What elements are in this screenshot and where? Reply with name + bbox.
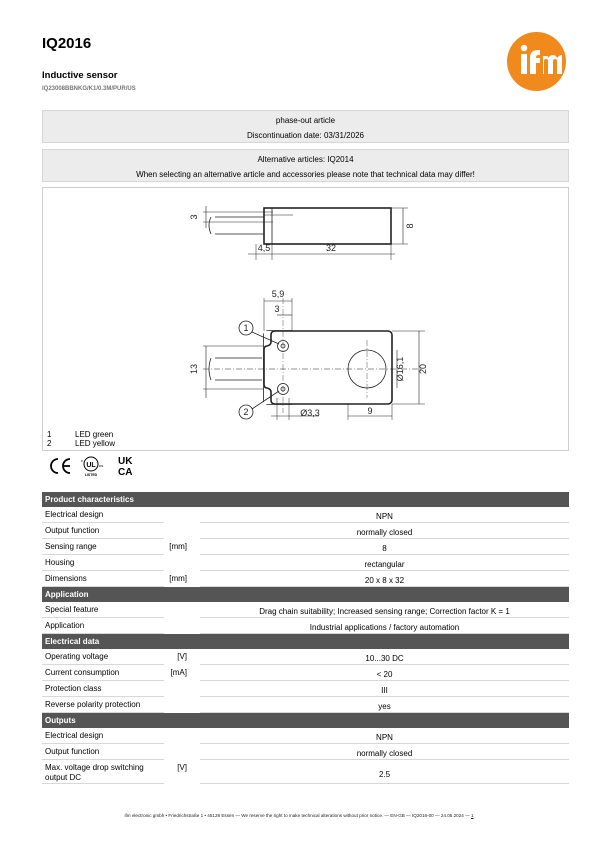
legend-item bbox=[47, 439, 115, 448]
table-row bbox=[42, 697, 569, 713]
footer-text: ifm electronic gmbh • Friedrichstraße 1 • 45128 Essen — We reserve the right to make technical alterations without prior notice. — EN-GB — IQ2016-00 — 24.05.2024 — bbox=[124, 813, 470, 818]
row-value: 20 x 8 x 32 bbox=[364, 576, 405, 585]
dim-4-5: 4,5 bbox=[257, 243, 271, 253]
section-header: Application bbox=[42, 587, 569, 602]
table-row bbox=[42, 665, 569, 681]
dim-13: 13 bbox=[189, 363, 199, 375]
row-label: Operating voltage bbox=[45, 652, 109, 661]
table-row bbox=[42, 681, 569, 697]
front-view bbox=[203, 298, 425, 420]
row-unit: [mA] bbox=[170, 668, 187, 677]
row-value: III bbox=[381, 686, 388, 695]
row-value: normally closed bbox=[356, 528, 413, 537]
row-label: Output function bbox=[45, 747, 100, 756]
ukca-mark-icon bbox=[118, 456, 133, 478]
phaseout-text: phase-out article bbox=[275, 116, 336, 125]
svg-text:c: c bbox=[81, 458, 83, 463]
callout-1: 1 bbox=[243, 323, 249, 333]
row-unit: [V] bbox=[177, 763, 187, 772]
footer-page-link[interactable]: 1 bbox=[471, 813, 474, 818]
svg-text:UK: UK bbox=[118, 456, 133, 467]
phaseout-notice bbox=[42, 110, 569, 143]
row-label: Sensing range bbox=[45, 542, 97, 551]
table-row bbox=[42, 539, 569, 555]
row-label: Housing bbox=[45, 558, 75, 567]
legend-text: LED green bbox=[75, 430, 114, 439]
row-label: Application bbox=[45, 621, 85, 630]
logo-text: ifm bbox=[536, 86, 538, 87]
dim-20: 20 bbox=[418, 363, 428, 375]
dim-16-1: Ø16,1 bbox=[395, 356, 405, 382]
section-header: Electrical data bbox=[42, 634, 569, 649]
page-footer bbox=[0, 813, 598, 818]
svg-text:LISTED: LISTED bbox=[84, 473, 98, 477]
row-value: < 20 bbox=[376, 670, 393, 679]
dim-8: 8 bbox=[405, 223, 415, 229]
dim-3-front: 3 bbox=[274, 304, 280, 314]
legend-text: LED yellow bbox=[75, 439, 116, 448]
ul-listed-icon bbox=[81, 457, 103, 477]
dim-32: 32 bbox=[325, 243, 337, 253]
table-row bbox=[42, 523, 569, 539]
row-value: Industrial applications / factory automation bbox=[309, 623, 460, 632]
table-row bbox=[42, 602, 569, 618]
row-label: Electrical design bbox=[45, 731, 104, 740]
ce-mark-icon bbox=[51, 459, 70, 473]
row-unit: [V] bbox=[177, 652, 187, 661]
dim-3-3: Ø3,3 bbox=[300, 408, 320, 418]
dimension-drawing bbox=[42, 187, 569, 451]
specification-table bbox=[42, 492, 569, 784]
row-label: Output function bbox=[45, 526, 100, 535]
legend-num: 1 bbox=[47, 430, 52, 439]
side-view bbox=[203, 206, 408, 260]
row-value: yes bbox=[378, 702, 391, 711]
row-value: 8 bbox=[382, 544, 387, 553]
svg-text:UL: UL bbox=[86, 462, 96, 469]
section-header: Outputs bbox=[42, 713, 569, 728]
row-label: Electrical design bbox=[45, 510, 104, 519]
callout-2: 2 bbox=[243, 407, 249, 417]
page-title: IQ2016 bbox=[42, 35, 92, 52]
table-row bbox=[42, 507, 569, 523]
row-label: Protection class bbox=[45, 684, 102, 693]
legend-item bbox=[47, 430, 113, 439]
row-label: Dimensions bbox=[45, 574, 87, 583]
table-row bbox=[42, 649, 569, 665]
part-code: IQ23008BBNKG/K1/0.3M/PUR/US bbox=[42, 86, 136, 92]
product-subtitle: Inductive sensor bbox=[42, 70, 118, 81]
row-value: NPN bbox=[376, 512, 393, 521]
row-label: Special feature bbox=[45, 605, 99, 614]
alternative-notice bbox=[42, 149, 569, 182]
ifm-logo bbox=[507, 32, 566, 91]
legend-num: 2 bbox=[47, 439, 52, 448]
alternative-text: Alternative articles: IQ2014 bbox=[257, 155, 354, 164]
table-row bbox=[42, 571, 569, 587]
table-row bbox=[42, 555, 569, 571]
table-row bbox=[42, 760, 569, 784]
dim-5-9: 5,9 bbox=[271, 289, 285, 299]
row-unit: [mm] bbox=[169, 574, 187, 583]
table-row bbox=[42, 744, 569, 760]
row-value: 10...30 DC bbox=[365, 654, 404, 663]
row-value: rectangular bbox=[364, 560, 405, 569]
discontinuation-text: Discontinuation date: 03/31/2026 bbox=[247, 131, 364, 140]
section-header: Product characteristics bbox=[42, 492, 569, 507]
row-value: NPN bbox=[376, 733, 393, 742]
row-value: normally closed bbox=[356, 749, 413, 758]
dim-3: 3 bbox=[189, 214, 199, 220]
alternative-warning: When selecting an alternative article and accessories please note that technical data may differ! bbox=[136, 170, 475, 179]
svg-text:us: us bbox=[99, 463, 104, 468]
row-label: Reverse polarity protection bbox=[45, 700, 141, 709]
row-unit: [mm] bbox=[169, 542, 187, 551]
certification-marks bbox=[48, 454, 148, 478]
row-label: Current consumption bbox=[45, 668, 120, 677]
row-value: Drag chain suitability; Increased sensing range; Correction factor K = 1 bbox=[259, 607, 510, 616]
table-row bbox=[42, 728, 569, 744]
table-row bbox=[42, 618, 569, 634]
svg-text:CA: CA bbox=[118, 467, 133, 478]
row-value: 2.5 bbox=[378, 770, 391, 779]
row-label: Max. voltage drop switching output DC bbox=[45, 763, 144, 782]
dim-9: 9 bbox=[367, 406, 373, 416]
